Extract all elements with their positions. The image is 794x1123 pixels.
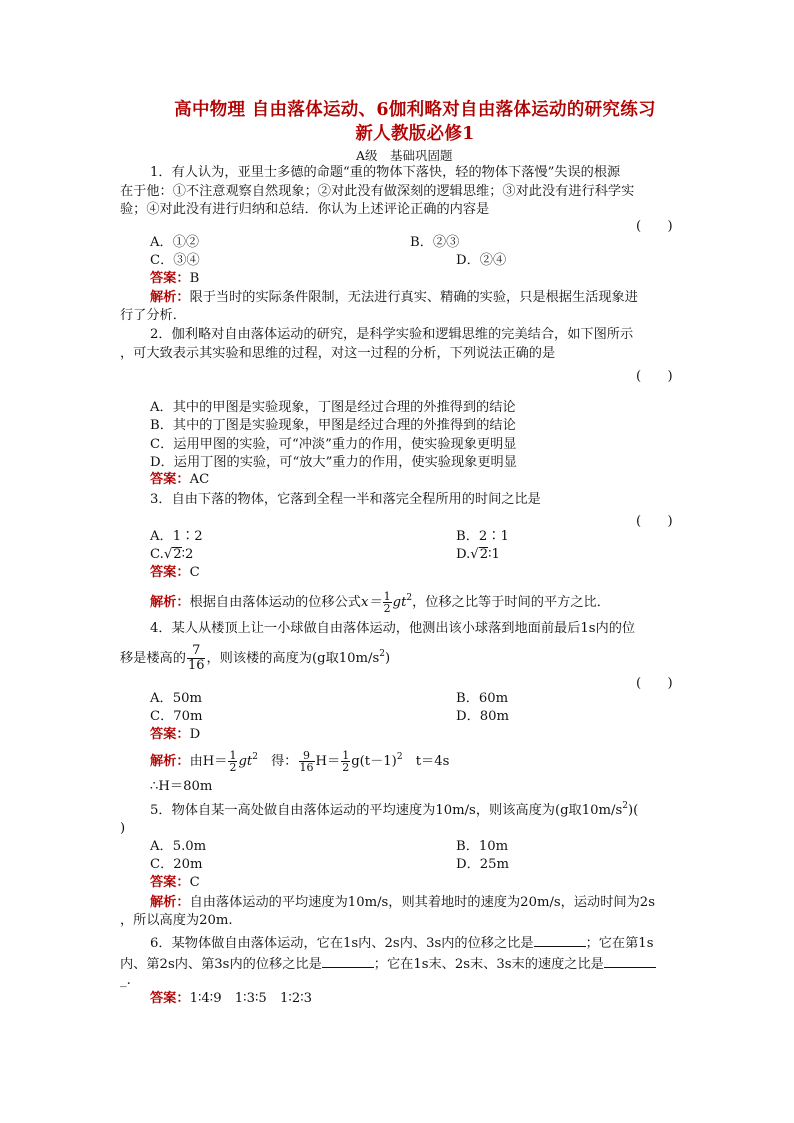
q3-option-a: A．1∶2 [150, 529, 203, 544]
analysis-label: 解析： [150, 754, 190, 769]
q1-analysis-line2: 行了分析． [120, 308, 186, 323]
q2-option-d: D．运用丁图的实验，可“放大”重力的作用，使实验现象更明显 [150, 455, 517, 470]
q2-answer-bracket: ( ) [636, 369, 673, 384]
q3-option-c-radicand: 2 [173, 547, 182, 562]
q5-answer [150, 874, 200, 892]
q6-line2 [120, 955, 656, 974]
q4-line2-pre: 移是楼高的 [120, 651, 186, 666]
q3-answer-bracket: ( ) [636, 514, 673, 529]
q4-line2: 移是楼高的 $\frac{7}{16}$ ，则该楼的高度为(g取$10m/s^2$) [120, 643, 391, 673]
q6-blank-1 [534, 934, 586, 947]
q6-answer [150, 990, 312, 1008]
q1-option-b: B．②③ [410, 235, 460, 250]
q2-line2: ，可大致表示其实验和思维的过程，对这一过程的分析，下列说法正确的是 [120, 346, 556, 361]
q3-option-d: D.√2∶1 [456, 547, 500, 562]
q3-line1: 3．自由下落的物体，它落到全程一半和落完全程所用的时间之比是 [150, 492, 541, 507]
q3-option-c-ratio: ∶2 [181, 547, 194, 562]
analysis-label: 解析： [150, 895, 190, 910]
analysis-label: 解析： [150, 595, 190, 610]
q2-answer-value: AC [189, 472, 210, 487]
q6-line3: _. [120, 973, 131, 988]
q3-option-c: C.√2∶2 [150, 547, 194, 562]
q1-analysis-text1: 限于当时的实际条件限制，无法进行真实、精确的实验，只是根据生活现象进 [189, 290, 638, 305]
q5-analysis-line2: ，所以高度为20m. [120, 913, 233, 928]
q1-line1: 1．有人认为，亚里士多德的命题“重的物体下落快，轻的物体下落慢”失误的根源 [150, 165, 621, 180]
q3-option-d-letter: D. [456, 547, 471, 562]
answer-label: 答案： [150, 991, 190, 1006]
q6-line2-mid: ；它在1s末、2s末、3s末的速度之比是 [373, 957, 604, 972]
q6-line1-pre: 6．某物体做自由落体运动，它在1s内、2s内、3s内的位移之比是 [150, 936, 534, 951]
q4-answer-bracket: ( ) [636, 676, 673, 691]
q4-analysis-f: t＝4s [402, 754, 450, 769]
q1-option-d: D．②④ [456, 253, 507, 268]
q4-analysis-d: H＝ [315, 754, 341, 769]
answer-label: 答案： [150, 727, 190, 742]
q2-line1: 2．伽利略对自由落体运动的研究，是科学实验和逻辑思维的完美结合，如下图所示 [150, 327, 634, 342]
q5-line1: 5．物体自某一高处做自由落体运动的平均速度为10m/s，则该高度为(g取$10m/s^2$)( [150, 801, 639, 818]
q4-option-c: C．70m [150, 709, 203, 724]
q3-option-c-letter: C. [150, 547, 164, 562]
q4-option-d: D．80m [456, 709, 510, 724]
q3-answer-value: C [189, 565, 200, 580]
q3-option-d-radicand: 2 [479, 547, 489, 562]
q6-line2-pre: 内、第2s内、第3s内的位移之比是 [120, 957, 322, 972]
q5-option-d: D．25m [456, 857, 510, 872]
q6-answer-value: 1∶4∶9 1∶3∶5 1∶2∶3 [189, 991, 313, 1006]
answer-label: 答案： [150, 472, 190, 487]
q5-option-c: C．20m [150, 857, 203, 872]
q6-blank-3 [604, 955, 656, 968]
q1-line3: 验；④对此没有进行归纳和总结．你认为上述评论正确的内容是 [120, 202, 490, 217]
q4-line1: 4．某人从楼顶上让一小球做自由落体运动，他测出该小球落到地面前最后1s内的位 [150, 621, 636, 636]
q1-option-a: A．①② [150, 235, 200, 250]
q1-analysis [150, 289, 638, 307]
q4-analysis: 解析：由H＝ $\frac{1}{2}$ $gt^2$ 得： $\frac{9}{16}$ H＝ $\frac{1}{2}$ $g(t-1)^2$ t＝4s [150, 749, 450, 774]
q3-option-b: B．2∶1 [456, 529, 509, 544]
q5-answer-value: C [189, 875, 200, 890]
q2-option-b: B．其中的丁图是实验现象，甲图是经过合理的外推得到的结论 [150, 418, 516, 433]
q1-option-c: C．③④ [150, 253, 200, 268]
q6-line1-post: ；它在第1s [585, 936, 654, 951]
q1-answer-bracket: ( ) [636, 219, 673, 234]
q4-option-a: A．50m [150, 691, 202, 706]
q1-answer [150, 270, 199, 288]
q4-analysis-c: 得： [257, 754, 298, 769]
q4-analysis-a: 由H＝ [189, 754, 228, 769]
q3-formula-x: x＝ [361, 595, 382, 610]
q3-analysis-post: ，位移之比等于时间的平方之比． [412, 595, 610, 610]
q5-analysis [150, 894, 655, 912]
q3-analysis-pre: 根据自由落体运动的位移公式 [189, 595, 361, 610]
q3-formula-gt: gt [392, 595, 407, 610]
q4-analysis-b: gt [238, 754, 253, 769]
q3-option-d-ratio: ∶1 [488, 547, 500, 562]
q3-formula-fraction: $\frac{1}{2}$ [383, 590, 391, 615]
q4-option-b: B．60m [456, 691, 509, 706]
document-title-line2: 新人教版必修1 [355, 124, 475, 144]
q5-option-a: A．5.0m [150, 839, 207, 854]
q2-option-c: C．运用甲图的实验，可“冲淡”重力的作用，使实验现象更明显 [150, 437, 517, 452]
q4-fraction-2: $\frac{9}{16}$ [299, 749, 314, 774]
q4-analysis-line2: ∴H＝80m [150, 779, 213, 794]
q3-analysis: 解析：根据自由落体运动的位移公式x＝ $\frac{1}{2}$ $gt^2$，位移之比等于时间的平方之比． [150, 590, 610, 615]
q4-answer-value: D [189, 727, 201, 742]
q4-answer [150, 726, 200, 744]
q2-option-a: A．其中的甲图是实验现象，丁图是经过合理的外推得到的结论 [150, 400, 516, 415]
q4-analysis-e: g(t－1) [351, 754, 397, 769]
q3-answer [150, 564, 200, 582]
q5-analysis-text1: 自由落体运动的平均速度为10m/s，则其着地时的速度为20m/s，运动时间为2s [189, 895, 655, 910]
q6-line1 [150, 934, 653, 953]
q5-line2: ) [120, 821, 126, 836]
answer-label: 答案： [150, 875, 190, 890]
answer-label: 答案： [150, 565, 190, 580]
q4-fraction: $\frac{7}{16}$ [187, 643, 205, 673]
q2-answer [150, 471, 209, 489]
q4-fraction-1: $\frac{1}{2}$ [229, 749, 237, 774]
q1-line2: 在于他：①不注意观察自然现象；②对此没有做深刻的逻辑思维；③对此没有进行科学实 [120, 184, 635, 199]
q5-line1-text: 5．物体自某一高处做自由落体运动的平均速度为10m/s，则该高度为(g取10m/s [150, 803, 623, 818]
document-title-line1: 高中物理 自由落体运动、6伽利略对自由落体运动的研究练习 [174, 100, 656, 120]
q5-option-b: B．10m [456, 839, 509, 854]
q1-answer-value: B [189, 271, 200, 286]
q6-blank-2 [322, 955, 374, 968]
q4-fraction-3: $\frac{1}{2}$ [342, 749, 350, 774]
answer-label: 答案： [150, 271, 190, 286]
q4-line2-post: ，则该楼的高度为(g取10m/s [206, 651, 380, 666]
analysis-label: 解析： [150, 290, 190, 305]
section-heading: A级 基础巩固题 [356, 148, 453, 163]
